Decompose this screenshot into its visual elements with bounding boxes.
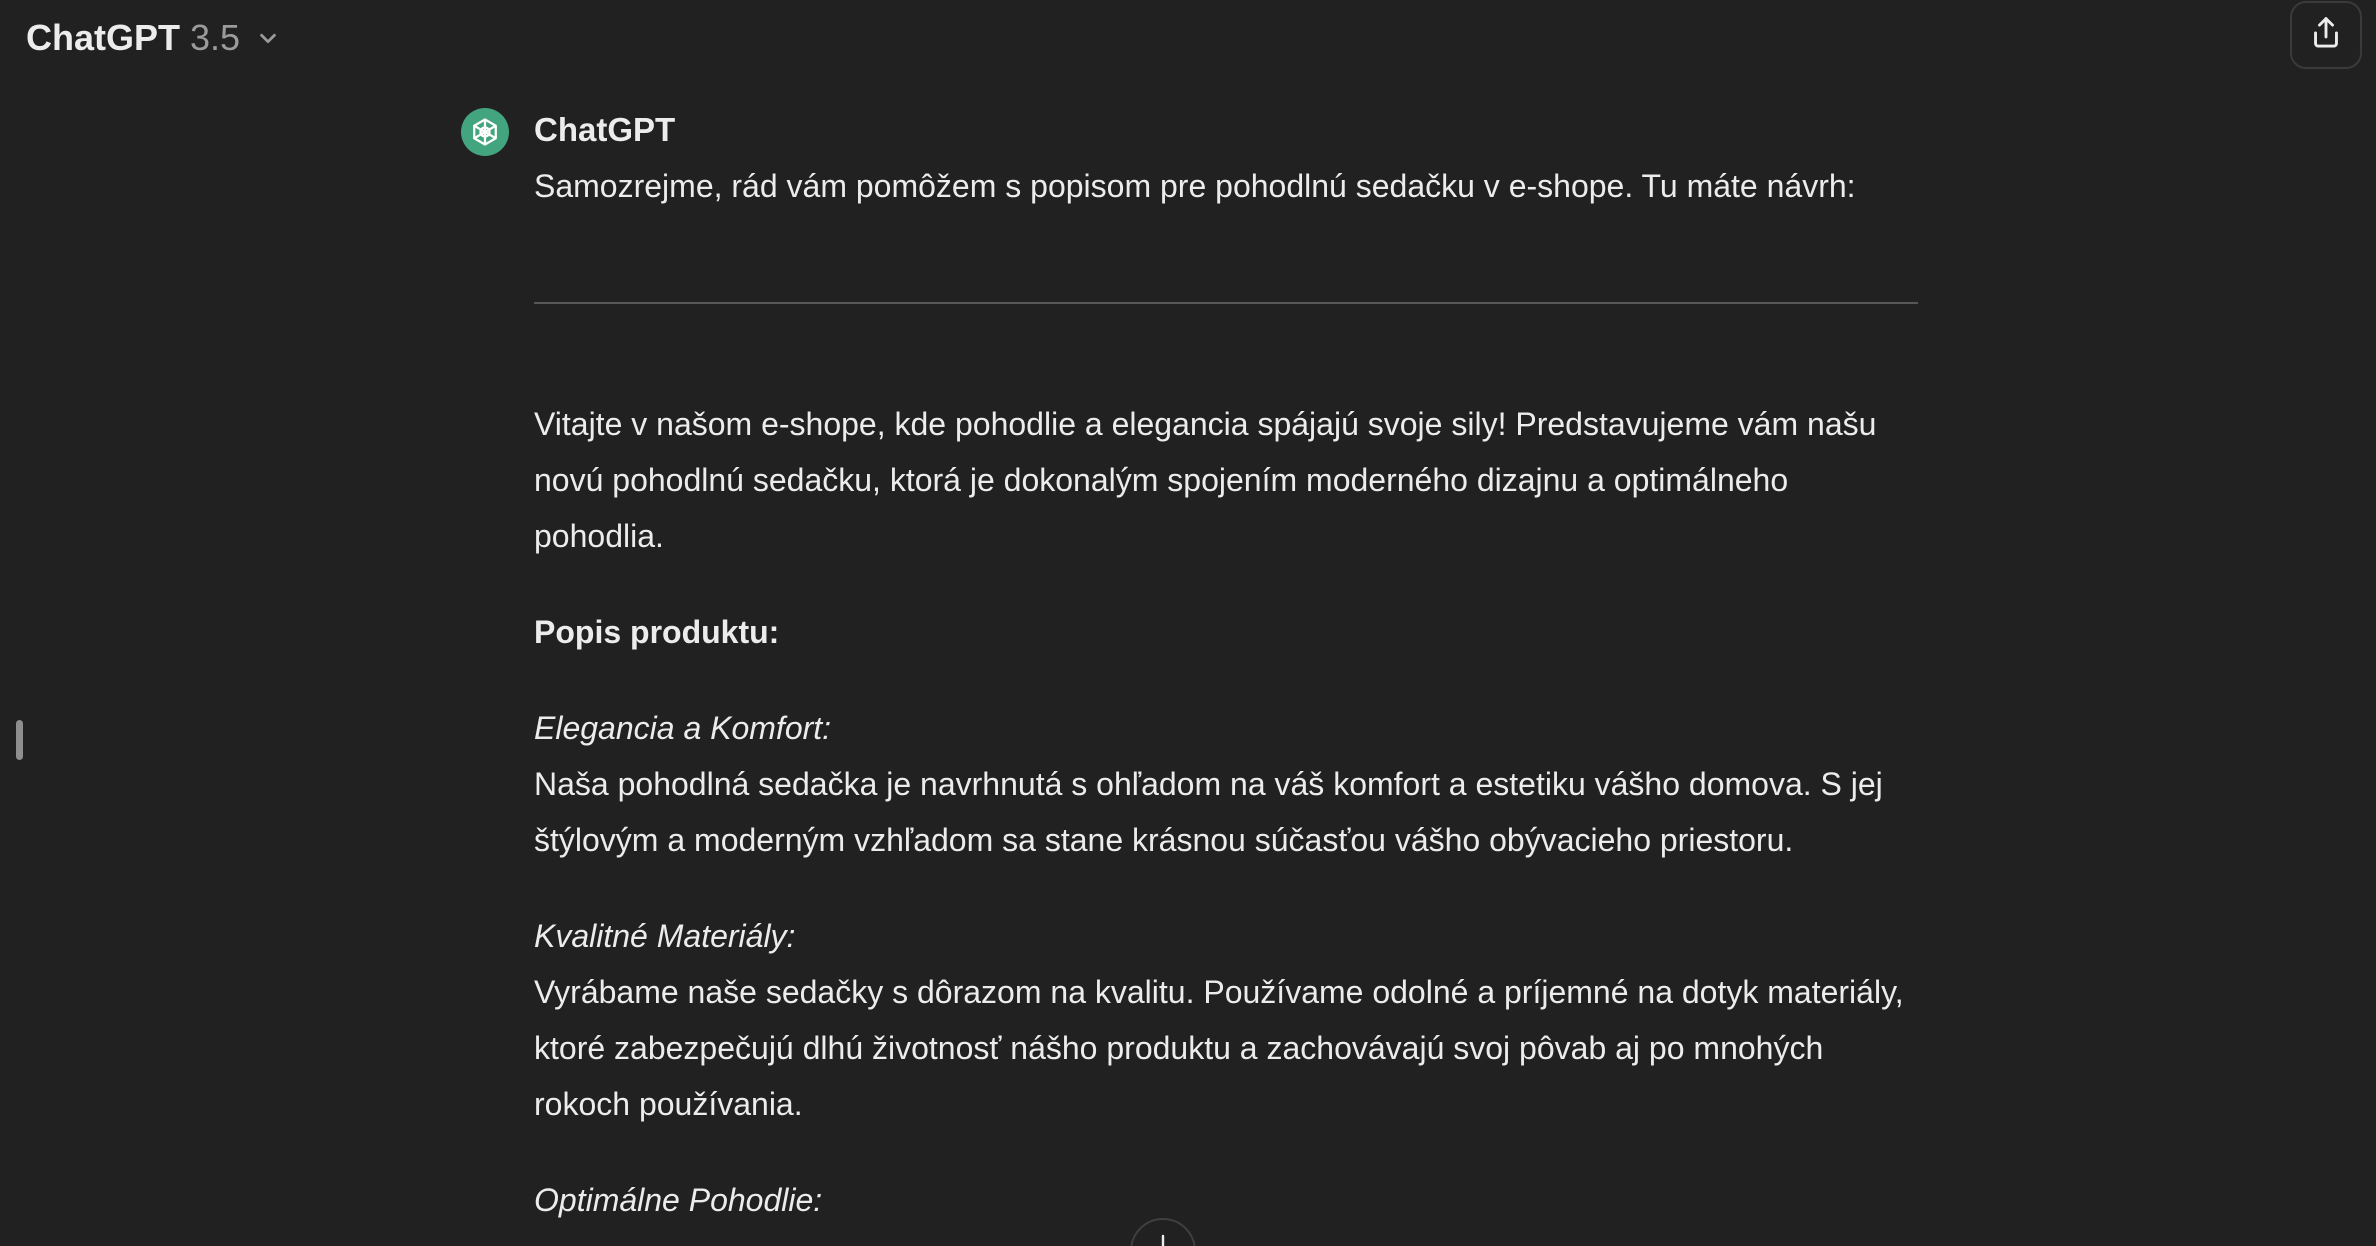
model-name: ChatGPT xyxy=(26,17,181,58)
message-intro: Samozrejme, rád vám pomôžem s popisom pre pohodlnú sedačku v e-shope. Tu máte návrh: xyxy=(534,168,1856,204)
divider xyxy=(534,302,1918,304)
share-button[interactable] xyxy=(2290,1,2362,69)
arrow-down-icon xyxy=(1151,1234,1175,1246)
welcome-paragraph: Vitajte v našom e-shope, kde pohodlie a elegancia spájajú svoje sily! Predstavujeme vám našu novú pohodlnú sedačku, ktorá je dokonalým spojením moderného dizajnu a optimálneho pohodlia. xyxy=(534,406,1877,554)
section-title: Elegancia a Komfort: xyxy=(534,710,832,746)
sidebar-resize-handle[interactable] xyxy=(16,720,23,760)
section-materials xyxy=(534,908,1918,1132)
product-description-heading: Popis produktu: xyxy=(534,614,780,650)
section-body: Vyrábame naše sedačky s dôrazom na kvalitu. Používame odolné a príjemné na dotyk materiály, ktoré zabezpečujú dlhú životnosť nášho produktu a zachovávajú svoj pôvab aj po mnohých rokoch používania. xyxy=(534,974,1904,1122)
openai-logo-icon xyxy=(461,108,509,156)
section-body: Naša pohodlná sedačka je navrhnutá s ohľadom na váš komfort a estetiku vášho domova. S jej štýlovým a moderným vzhľadom sa stane krásnou súčasťou vášho obývacieho priestoru. xyxy=(534,766,1883,858)
message-author: ChatGPT xyxy=(534,111,676,148)
section-elegance xyxy=(534,700,1918,868)
share-icon xyxy=(2310,16,2342,55)
section-title: Optimálne Pohodlie: xyxy=(534,1182,823,1218)
chevron-down-icon xyxy=(254,24,282,52)
model-switcher[interactable] xyxy=(26,14,282,62)
section-title: Kvalitné Materiály: xyxy=(534,918,796,954)
section-comfort xyxy=(534,1172,1918,1228)
top-bar xyxy=(0,0,2376,76)
model-version: 3.5 xyxy=(190,17,241,58)
message-content xyxy=(534,158,1918,1228)
